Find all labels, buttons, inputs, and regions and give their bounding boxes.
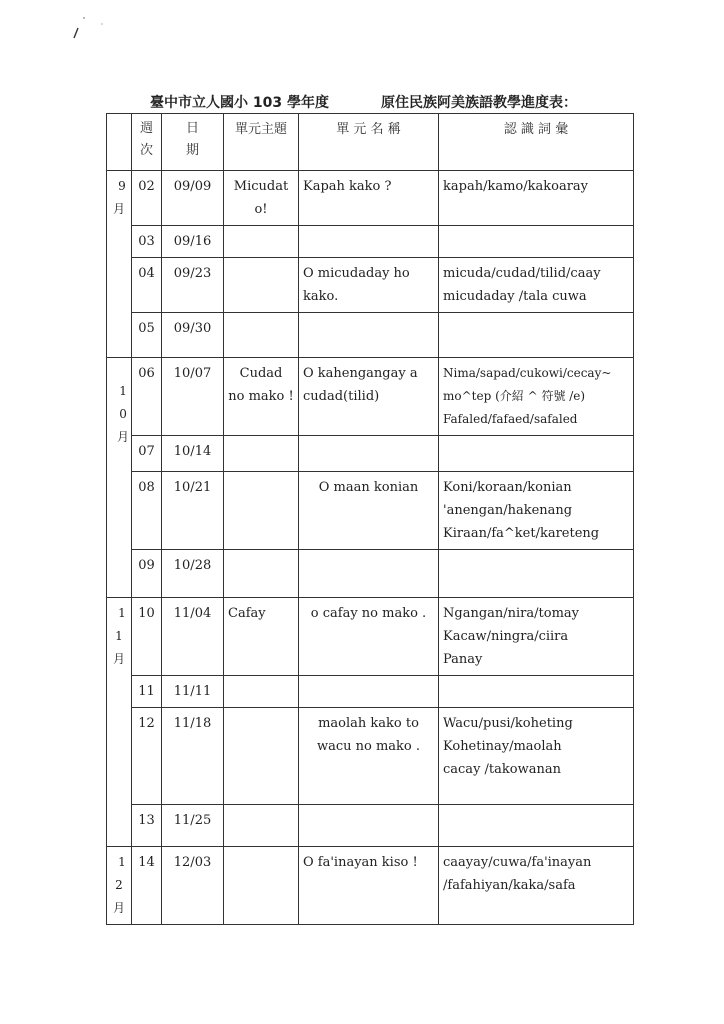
vocab-cell [439,805,634,847]
date-cell: 10/07 [162,358,224,436]
header-date: 日期 [162,114,224,171]
unit-name-cell [299,550,439,598]
vocab-cell [439,226,634,258]
table-row [107,805,634,847]
date-cell: 11/11 [162,676,224,708]
date-cell: 09/16 [162,226,224,258]
date-cell: 11/18 [162,708,224,805]
table-row [107,226,634,258]
table-row [107,171,634,226]
week-cell: 02 [132,171,162,226]
date-cell: 12/03 [162,847,224,925]
theme-cell [224,258,299,313]
page-title-schedule: 原住民族阿美族語教學進度表： [381,95,577,111]
month-cell-october: 10 月 [107,358,132,598]
unit-name-cell: O kahengangay a cudad(tilid) [299,358,439,436]
theme-cell [224,472,299,550]
vocab-cell: micuda/cudad/tilid/caay micudaday /tala cuwa [439,258,634,313]
week-cell: 11 [132,676,162,708]
vocab-cell: kapah/kamo/kakoaray [439,171,634,226]
unit-name-cell [299,436,439,472]
vocab-cell: Koni/koraan/konian 'anengan/hakenang Kiraan/fa^ket/kareteng [439,472,634,550]
table-row [107,676,634,708]
month-cell-november: 11 月 [107,598,132,847]
date-cell: 10/28 [162,550,224,598]
date-cell: 09/23 [162,258,224,313]
week-cell: 06 [132,358,162,436]
unit-name-cell [299,676,439,708]
unit-name-cell: o cafay no mako . [299,598,439,676]
vocab-cell [439,436,634,472]
week-cell: 07 [132,436,162,472]
table-row [107,313,634,358]
teaching-schedule-table [106,113,634,925]
theme-cell [224,847,299,925]
stray-ink-marks [68,12,108,42]
vocab-cell: caayay/cuwa/fa'inayan /fafahiyan/kaka/safa [439,847,634,925]
vocab-cell [439,550,634,598]
table-row [107,550,634,598]
table-row [107,258,634,313]
unit-name-cell: Kapah kako ? [299,171,439,226]
theme-cell [224,676,299,708]
unit-name-cell [299,226,439,258]
table-row [107,358,634,436]
header-theme: 單元主題 [224,114,299,171]
header-vocabulary: 認 識 詞 彙 [439,114,634,171]
unit-name-cell: O maan konian [299,472,439,550]
theme-cell [224,226,299,258]
theme-cell [224,436,299,472]
vocab-cell: Wacu/pusi/koheting Kohetinay/maolah cacay /takowanan [439,708,634,805]
page-title-school-year: 臺中市立人國小 103 學年度 [150,95,329,111]
unit-name-cell [299,313,439,358]
unit-name-cell [299,805,439,847]
week-cell: 09 [132,550,162,598]
week-cell: 12 [132,708,162,805]
unit-name-cell: O micudaday ho kako. [299,258,439,313]
theme-cell [224,550,299,598]
header-month-cell [107,114,132,171]
vocab-cell [439,313,634,358]
table-row [107,472,634,550]
table-row [107,436,634,472]
date-cell: 11/04 [162,598,224,676]
week-cell: 13 [132,805,162,847]
header-week: 週次 [132,114,162,171]
table-row [107,847,634,925]
unit-name-cell: O fa'inayan kiso ! [299,847,439,925]
table-row [107,708,634,805]
date-cell: 10/21 [162,472,224,550]
unit-name-cell: maolah kako to wacu no mako . [299,708,439,805]
header-unit-name: 單 元 名 稱 [299,114,439,171]
week-cell: 03 [132,226,162,258]
table-header-row [107,114,634,171]
month-cell-december: 12 月 [107,847,132,925]
date-cell: 10/14 [162,436,224,472]
theme-cell: Cudad no mako ! [224,358,299,436]
vocab-cell: Ngangan/nira/tomay Kacaw/ningra/ciira Panay [439,598,634,676]
week-cell: 10 [132,598,162,676]
theme-cell [224,313,299,358]
theme-cell [224,805,299,847]
date-cell: 11/25 [162,805,224,847]
week-cell: 04 [132,258,162,313]
vocab-cell: Nima/sapad/cukowi/cecay~ mo^tep (介紹 ^ 符號 /e) Fafaled/fafaed/safaled [439,358,634,436]
week-cell: 08 [132,472,162,550]
theme-cell: Micudato! [224,171,299,226]
date-cell: 09/09 [162,171,224,226]
week-cell: 05 [132,313,162,358]
date-cell: 09/30 [162,313,224,358]
table-row [107,598,634,676]
theme-cell: Cafay [224,598,299,676]
theme-cell [224,708,299,805]
week-cell: 14 [132,847,162,925]
vocab-cell [439,676,634,708]
month-cell-september: 9 月 [107,171,132,358]
